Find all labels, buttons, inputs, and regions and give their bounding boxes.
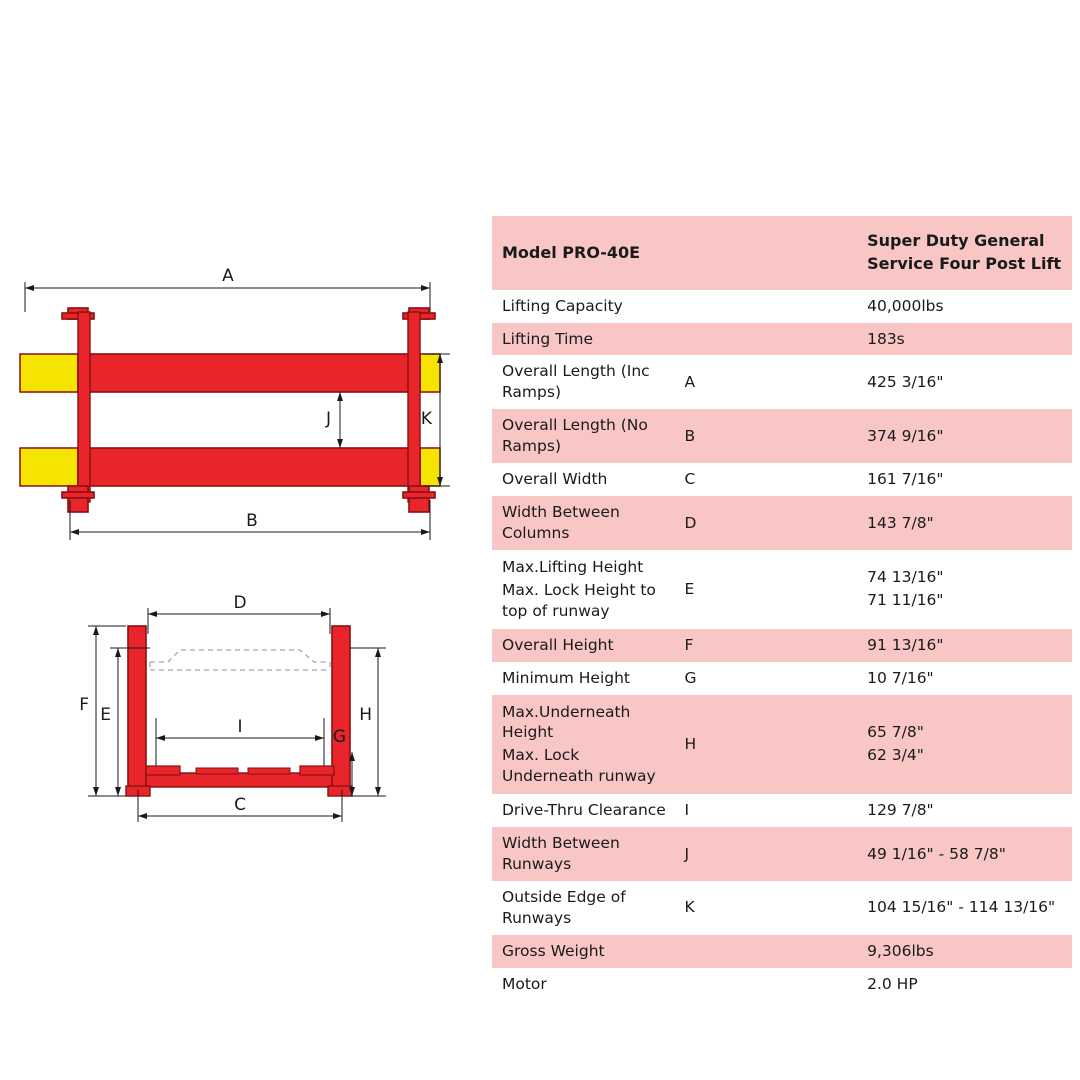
spec-label: Max.Underneath Height — [502, 702, 631, 742]
dimension-label-i: I — [237, 717, 243, 737]
description-line-2: Service Four Post Lift — [867, 253, 1062, 273]
spec-value-cell — [857, 463, 1072, 496]
spec-code: B — [684, 426, 696, 445]
spec-label-cell — [492, 409, 675, 463]
spec-value-cell — [857, 794, 1072, 827]
table-row — [492, 323, 1072, 356]
spec-value: 374 9/16" — [867, 426, 944, 445]
spec-value-cell — [857, 409, 1072, 463]
spec-label-cell — [492, 323, 675, 356]
spec-code: D — [684, 513, 697, 532]
table-row — [492, 463, 1072, 496]
spec-label: Overall Length (Inc Ramps) — [502, 362, 650, 402]
spec-label-cell — [492, 968, 675, 1001]
spec-code-cell — [675, 550, 858, 629]
runway-upper — [78, 354, 420, 392]
spec-code-cell — [675, 695, 858, 795]
spec-label-cell — [492, 881, 675, 935]
base-plate-right — [328, 786, 352, 796]
spec-value: 425 3/16" — [867, 372, 944, 391]
spec-code-cell — [675, 463, 858, 496]
spec-value-cell — [857, 881, 1072, 935]
spec-label: Minimum Height — [502, 668, 630, 687]
table-row — [492, 629, 1072, 662]
spec-value: 104 15/16" - 114 13/16" — [867, 898, 1056, 917]
dimension-label-f: F — [79, 695, 89, 715]
spec-label: Drive-Thru Clearance — [502, 801, 666, 820]
table-row — [492, 794, 1072, 827]
column-left — [128, 626, 146, 794]
specification-table — [492, 216, 1072, 1001]
spec-code-cell — [675, 496, 858, 550]
runway-pad-right — [300, 766, 334, 775]
table-row — [492, 968, 1072, 1001]
spec-label: Gross Weight — [502, 941, 605, 960]
spec-value: 10 7/16" — [867, 668, 934, 687]
table-header-description — [857, 216, 1072, 290]
dimension-label-j: J — [325, 409, 331, 429]
spec-value-cell — [857, 695, 1072, 795]
lift-diagram-panel — [0, 0, 480, 1080]
spec-label: Lifting Capacity — [502, 296, 623, 315]
spec-value-cell — [857, 355, 1072, 409]
table-row — [492, 881, 1072, 935]
spec-label-cell — [492, 629, 675, 662]
table-row — [492, 496, 1072, 550]
table-header-model — [492, 216, 857, 290]
spec-code-cell — [675, 881, 858, 935]
spec-code-cell — [675, 662, 858, 695]
dimension-label-k: K — [420, 409, 432, 429]
spec-label-cell — [492, 794, 675, 827]
table-row — [492, 695, 1072, 795]
spec-code-cell — [675, 355, 858, 409]
table-row — [492, 662, 1072, 695]
spec-value-cell — [857, 968, 1072, 1001]
table-row — [492, 827, 1072, 881]
table-row — [492, 935, 1072, 968]
table-row — [492, 355, 1072, 409]
dimension-label-b: B — [246, 511, 258, 531]
spec-value: 65 7/8" — [867, 723, 924, 742]
top-view-body — [0, 300, 480, 600]
rail-right — [408, 312, 420, 502]
spec-code-cell — [675, 794, 858, 827]
vehicle-outline — [150, 650, 330, 662]
spec-code-cell — [675, 827, 858, 881]
spec-value: 143 7/8" — [867, 513, 934, 532]
spec-value-cell — [857, 550, 1072, 629]
dimension-label-a: A — [222, 266, 234, 286]
spec-label-cell — [492, 695, 675, 795]
spec-value: 2.0 HP — [867, 974, 918, 993]
spec-value-cell — [857, 496, 1072, 550]
spec-label-cell — [492, 550, 675, 629]
description-line-1: Super Duty General — [867, 231, 1045, 250]
spec-label: Overall Width — [502, 470, 608, 489]
spec-code-cell — [675, 323, 858, 356]
spec-code: A — [684, 372, 696, 391]
spec-value: 161 7/16" — [867, 470, 944, 489]
spec-label-secondary: Max. Lock Height to top of runway — [502, 580, 656, 620]
dimension-i — [156, 717, 324, 766]
runway-lower — [78, 448, 420, 486]
ramp-lower-right — [420, 448, 440, 486]
spec-code: G — [684, 668, 697, 687]
spec-code-cell — [675, 629, 858, 662]
dimension-label-g: G — [332, 727, 346, 747]
ramp-upper-left — [20, 354, 78, 392]
spec-value-cell — [857, 827, 1072, 881]
dimension-label-h: H — [359, 705, 372, 725]
spec-code-cell — [675, 290, 858, 323]
top-view-diagram — [0, 0, 480, 320]
spec-label-cell — [492, 935, 675, 968]
spec-code-cell — [675, 968, 858, 1001]
table-row — [492, 290, 1072, 323]
cross-member-a — [196, 768, 238, 774]
spec-label: Width Between Columns — [502, 503, 620, 542]
spec-code: J — [684, 844, 690, 863]
dimension-label-d: D — [233, 593, 247, 613]
spec-label: Max.Lifting Height — [502, 557, 644, 576]
spec-label-cell — [492, 290, 675, 323]
specification-table-wrapper — [492, 216, 1072, 1001]
spec-label: Overall Height — [502, 635, 614, 654]
runway-pad-left — [146, 766, 180, 775]
spec-code: H — [684, 734, 697, 753]
spec-code-cell — [675, 935, 858, 968]
spec-value: 9,306lbs — [867, 941, 934, 960]
dimension-h — [350, 648, 386, 796]
spec-code: K — [684, 898, 695, 917]
spec-label: Width Between Runways — [502, 834, 620, 874]
spec-value: 183s — [867, 329, 905, 348]
spec-label: Outside Edge of Runways — [502, 887, 626, 927]
spec-value-cell — [857, 629, 1072, 662]
spec-value: 91 13/16" — [867, 635, 944, 654]
spec-label-cell — [492, 496, 675, 550]
spec-code-cell — [675, 409, 858, 463]
spec-value-cell — [857, 935, 1072, 968]
dimension-b — [70, 500, 430, 540]
table-row — [492, 409, 1072, 463]
spec-value: 40,000lbs — [867, 296, 944, 315]
dimension-j — [325, 392, 343, 448]
dimension-d — [148, 593, 330, 634]
spec-label-cell — [492, 463, 675, 496]
spec-label: Motor — [502, 974, 547, 993]
ramp-upper-right — [420, 354, 440, 392]
cross-member-b — [248, 768, 290, 774]
spec-label-secondary: Max. Lock Underneath runway — [502, 746, 656, 786]
spec-value-cell — [857, 323, 1072, 356]
model-name: Model PRO-40E — [502, 243, 641, 262]
spec-label: Overall Length (No Ramps) — [502, 416, 648, 456]
spec-label-cell — [492, 827, 675, 881]
spec-value-secondary: 62 3/4" — [867, 746, 924, 765]
spec-value: 49 1/16" - 58 7/8" — [867, 844, 1006, 863]
spec-value-secondary: 71 11/16" — [867, 591, 944, 610]
spec-code: I — [684, 801, 690, 820]
dimension-label-c: C — [234, 795, 246, 815]
table-header-row — [492, 216, 1072, 290]
rail-left — [78, 312, 90, 502]
spec-label: Lifting Time — [502, 329, 594, 348]
spec-code: F — [684, 635, 694, 654]
dimension-c — [138, 790, 342, 822]
spec-value-cell — [857, 290, 1072, 323]
dimension-label-e: E — [100, 705, 111, 725]
spec-code: E — [684, 579, 695, 598]
column-right — [332, 626, 350, 794]
front-view-diagram — [0, 590, 480, 850]
spec-code: C — [684, 470, 696, 489]
table-row — [492, 550, 1072, 629]
spec-value: 129 7/8" — [867, 801, 934, 820]
spec-value-cell — [857, 662, 1072, 695]
spec-value: 74 13/16" — [867, 568, 944, 587]
ramp-lower-left — [20, 448, 78, 486]
spec-label-cell — [492, 355, 675, 409]
spec-label-cell — [492, 662, 675, 695]
